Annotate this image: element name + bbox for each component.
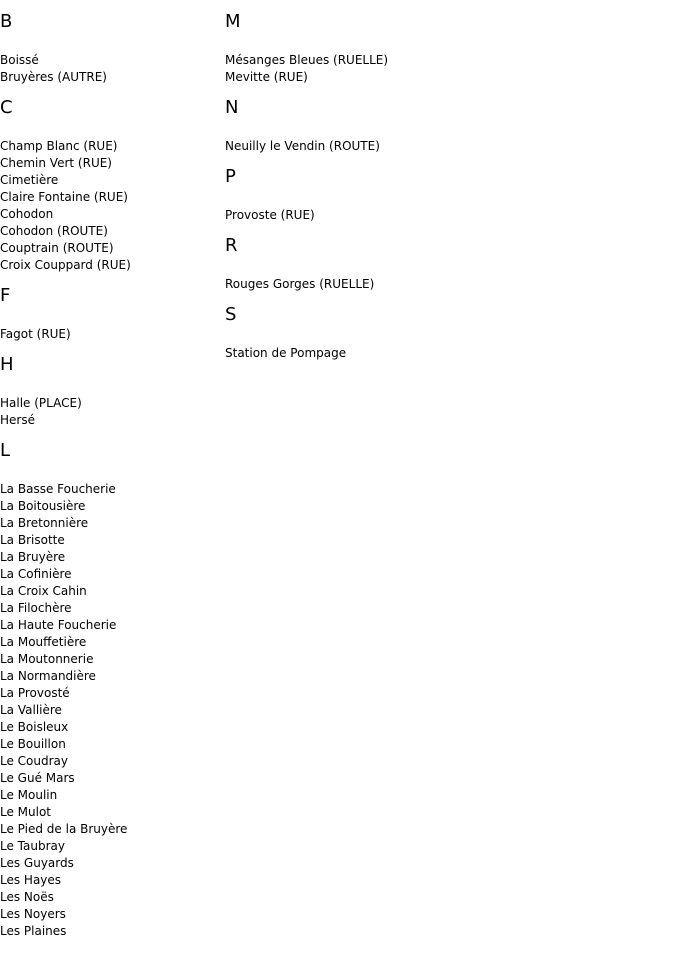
section-n (225, 97, 445, 155)
section-m (225, 11, 445, 86)
list-item (225, 345, 445, 362)
section-f (0, 285, 220, 343)
section-letter-heading: F (0, 285, 11, 306)
section-letter-heading: B (0, 11, 13, 32)
street-link-claire-fontaine-rue[interactable]: Claire Fontaine (RUE) (0, 190, 128, 204)
street-link-halle-place[interactable]: Halle (PLACE) (0, 396, 82, 410)
street-link-la-basse-foucherie[interactable]: La Basse Foucherie (0, 482, 116, 496)
list-item (0, 889, 220, 906)
list-item (0, 702, 220, 719)
street-link-cohodon-route[interactable]: Cohodon (ROUTE) (0, 224, 108, 238)
list-item (0, 617, 220, 634)
list-item (0, 69, 220, 86)
street-list (225, 345, 445, 362)
list-item (0, 787, 220, 804)
list-item (0, 257, 220, 274)
street-link-la-normandiere[interactable]: La Normandière (0, 669, 96, 683)
street-link-les-noes[interactable]: Les Noës (0, 890, 54, 904)
street-link-herse[interactable]: Hersé (0, 413, 35, 427)
list-item (0, 872, 220, 889)
street-list (0, 326, 220, 343)
section-h (0, 354, 220, 429)
list-item (0, 412, 220, 429)
list-item (0, 498, 220, 515)
street-link-boisse[interactable]: Boissé (0, 53, 39, 67)
list-item (0, 172, 220, 189)
list-item (225, 207, 445, 224)
street-link-la-filochere[interactable]: La Filochère (0, 601, 72, 615)
street-list (225, 52, 445, 86)
street-link-les-noyers[interactable]: Les Noyers (0, 907, 66, 921)
section-letter-heading: M (225, 11, 241, 32)
list-item (0, 906, 220, 923)
street-list (0, 395, 220, 429)
street-link-le-moulin[interactable]: Le Moulin (0, 788, 58, 802)
street-link-la-bretonniere[interactable]: La Bretonnière (0, 516, 89, 530)
street-link-cohodon[interactable]: Cohodon (0, 207, 54, 221)
section-r (225, 235, 445, 293)
street-link-la-bruyere[interactable]: La Bruyère (0, 550, 66, 564)
street-link-bruyeres-autre[interactable]: Bruyères (AUTRE) (0, 70, 107, 84)
list-item (0, 155, 220, 172)
list-item (0, 481, 220, 498)
index-column-right (225, 0, 445, 362)
list-item (0, 206, 220, 223)
street-link-chemin-vert-rue[interactable]: Chemin Vert (RUE) (0, 156, 112, 170)
street-list (225, 207, 445, 224)
list-item (0, 515, 220, 532)
section-letter-heading: L (0, 440, 11, 461)
section-letter-heading: P (225, 166, 236, 187)
list-item (0, 753, 220, 770)
list-item (0, 395, 220, 412)
street-link-mesanges-bleues-ruelle[interactable]: Mésanges Bleues (RUELLE) (225, 53, 389, 67)
street-link-champ-blanc-rue[interactable]: Champ Blanc (RUE) (0, 139, 118, 153)
street-link-la-mouffetiere[interactable]: La Mouffetière (0, 635, 87, 649)
street-link-le-coudray[interactable]: Le Coudray (0, 754, 69, 768)
street-link-le-boisleux[interactable]: Le Boisleux (0, 720, 69, 734)
street-link-les-plaines[interactable]: Les Plaines (0, 924, 67, 938)
street-link-provoste-rue[interactable]: Provoste (RUE) (225, 208, 315, 222)
street-link-la-cofiniere[interactable]: La Cofinière (0, 567, 72, 581)
section-b (0, 11, 220, 86)
street-link-mevitte-rue[interactable]: Mevitte (RUE) (225, 70, 308, 84)
street-list (0, 138, 220, 274)
street-link-la-valliere[interactable]: La Vallière (0, 703, 62, 717)
list-item (0, 668, 220, 685)
list-item (0, 549, 220, 566)
list-item (0, 736, 220, 753)
street-list (225, 276, 445, 293)
street-list (225, 138, 445, 155)
list-item (0, 326, 220, 343)
street-link-la-haute-foucherie[interactable]: La Haute Foucherie (0, 618, 117, 632)
list-item (0, 566, 220, 583)
street-link-la-brisotte[interactable]: La Brisotte (0, 533, 65, 547)
list-item (0, 685, 220, 702)
list-item (0, 138, 220, 155)
street-link-le-taubray[interactable]: Le Taubray (0, 839, 65, 853)
list-item (225, 276, 445, 293)
list-item (0, 583, 220, 600)
street-link-la-boitousiere[interactable]: La Boitousière (0, 499, 86, 513)
section-letter-heading: S (225, 304, 237, 325)
street-link-le-gue-mars[interactable]: Le Gué Mars (0, 771, 75, 785)
list-item (0, 600, 220, 617)
list-item (225, 69, 445, 86)
section-letter-heading: R (225, 235, 238, 256)
list-item (225, 52, 445, 69)
list-item (0, 240, 220, 257)
street-link-la-provoste[interactable]: La Provosté (0, 686, 70, 700)
street-link-le-bouillon[interactable]: Le Bouillon (0, 737, 66, 751)
list-item (0, 804, 220, 821)
list-item (0, 651, 220, 668)
street-link-les-hayes[interactable]: Les Hayes (0, 873, 62, 887)
section-letter-heading: C (0, 97, 13, 118)
list-item (0, 855, 220, 872)
list-item (0, 532, 220, 549)
street-link-le-pied-de-la-bruyere[interactable]: Le Pied de la Bruyère (0, 822, 128, 836)
street-list (0, 481, 220, 940)
list-item (0, 634, 220, 651)
street-link-fagot-rue[interactable]: Fagot (RUE) (0, 327, 71, 341)
list-item (0, 838, 220, 855)
list-item (0, 770, 220, 787)
street-link-cimetiere[interactable]: Cimetière (0, 173, 59, 187)
index-column-left (0, 0, 220, 940)
street-list (0, 52, 220, 86)
section-letter-heading: H (0, 354, 14, 375)
street-link-la-croix-cahin[interactable]: La Croix Cahin (0, 584, 87, 598)
section-l (0, 440, 220, 940)
list-item (0, 52, 220, 69)
street-link-croix-couppard-rue[interactable]: Croix Couppard (RUE) (0, 258, 131, 272)
list-item (0, 223, 220, 240)
street-link-rouges-gorges-ruelle[interactable]: Rouges Gorges (RUELLE) (225, 277, 375, 291)
list-item (0, 719, 220, 736)
list-item (225, 138, 445, 155)
list-item (0, 821, 220, 838)
street-link-le-mulot[interactable]: Le Mulot (0, 805, 52, 819)
street-link-la-moutonnerie[interactable]: La Moutonnerie (0, 652, 94, 666)
list-item (0, 189, 220, 206)
street-link-neuilly-le-vendin-route[interactable]: Neuilly le Vendin (ROUTE) (225, 139, 380, 153)
list-item (0, 923, 220, 940)
section-c (0, 97, 220, 274)
section-letter-heading: N (225, 97, 239, 118)
street-link-station-de-pompage[interactable]: Station de Pompage (225, 346, 347, 360)
street-link-les-guyards[interactable]: Les Guyards (0, 856, 74, 870)
section-s (225, 304, 445, 362)
section-p (225, 166, 445, 224)
street-link-couptrain-route[interactable]: Couptrain (ROUTE) (0, 241, 114, 255)
